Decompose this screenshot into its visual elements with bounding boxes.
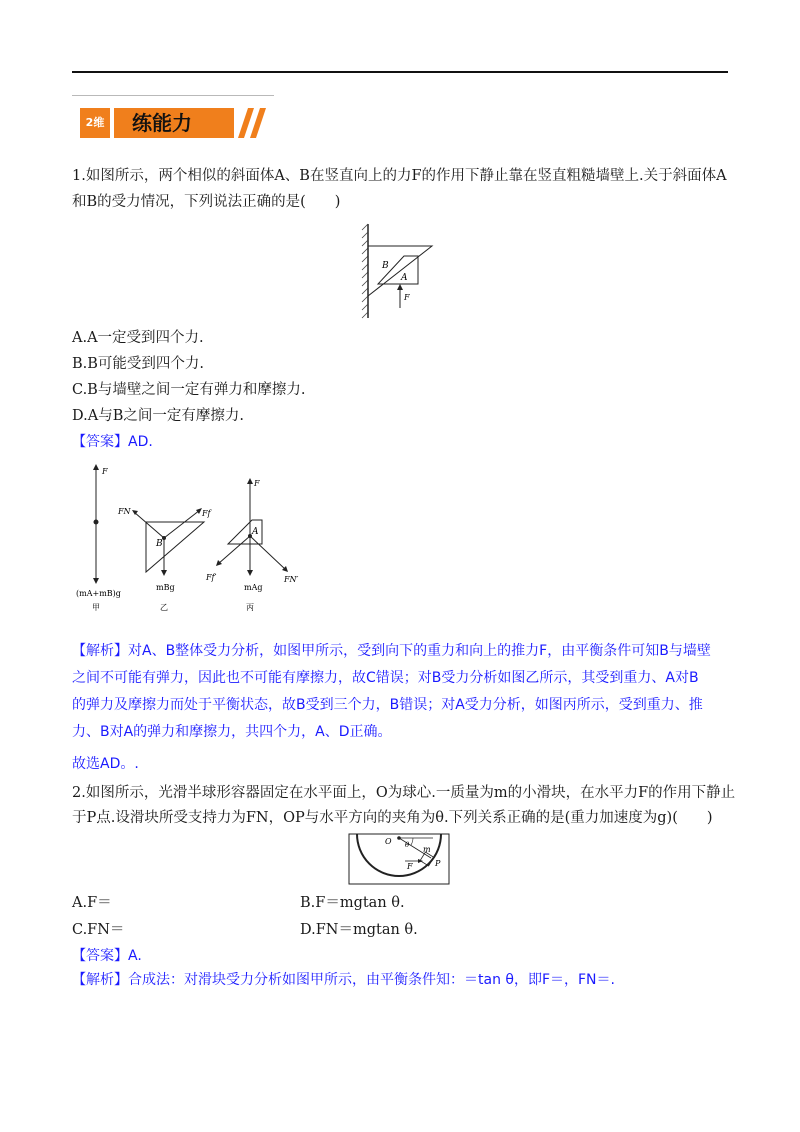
- jia-label-g: (mA+mB)g: [76, 589, 121, 598]
- q2-label-theta: θ: [405, 841, 410, 849]
- q1-analysis-text1: 对A、B整体受力分析，如图甲所示，受到向下的重力和向上的推力F，由平衡条件可知B与墙壁: [128, 643, 711, 659]
- q2-stem-line1: 2.如图所示，光滑半球形容器固定在水平面上，O为球心.一质量为m的小滑块，在水平力F的作用下静止: [72, 785, 736, 801]
- bing-label-f: F: [254, 479, 260, 488]
- q2-figure: [345, 830, 457, 886]
- q1-analysis-line2: 之间不可能有弹力，因此也不可能有摩擦力，故C错误；对B受力分析如图乙所示，其受到重力、A对B: [72, 670, 699, 686]
- q1-answer: [72, 432, 153, 452]
- q2-analysis: [72, 970, 615, 990]
- q1-analysis-line4: 力、B对A的弹力和摩擦力，共四个力，A、D正确。: [72, 724, 392, 740]
- yi-label-ff: Ff: [202, 509, 211, 518]
- banner-divider: [72, 95, 274, 96]
- bing-label-g: mAg: [244, 583, 263, 592]
- section-badge: 2维: [80, 108, 110, 138]
- q2-label-f: F: [407, 862, 413, 871]
- q1-answer-value: AD.: [128, 434, 153, 450]
- q1-label-b: B: [382, 261, 389, 271]
- q2-option-a: A.F＝: [72, 895, 112, 911]
- q1-stem-line1: 1.如图所示，两个相似的斜面体A、B在竖直向上的力F的作用下静止靠在竖直粗糙墙壁上.关于斜面体A: [72, 168, 727, 184]
- diagram-yi: [117, 507, 213, 612]
- q2-answer-value: A.: [128, 948, 142, 964]
- bing-label-fn: FN′: [284, 575, 299, 584]
- q1-option-d: D.A与B之间一定有摩擦力.: [72, 408, 244, 424]
- bing-label-ff: Ff′: [206, 573, 217, 582]
- q2-option-c: C.FN＝: [72, 922, 125, 938]
- q1-analysis-line3: 的弹力及摩擦力而处于平衡状态，故B受到三个力，B错误；对A受力分析，如图丙所示，受到重力、推: [72, 697, 703, 713]
- q2-option-d: D.FN＝mgtan θ.: [300, 922, 418, 938]
- q1-figure: [360, 222, 450, 322]
- q2-answer: [72, 946, 142, 966]
- yi-label-b: B: [156, 539, 163, 549]
- q2-answer-tag: 【答案】: [72, 948, 128, 964]
- jia-label-f: F: [102, 467, 108, 476]
- q1-option-b: B.B可能受到四个力.: [72, 356, 205, 372]
- q2-analysis-text: 合成法：对滑块受力分析如图甲所示，由平衡条件知：＝tan θ，即F＝，FN＝.: [128, 972, 615, 988]
- q1-label-f: F: [404, 293, 410, 302]
- q2-label-p: P: [435, 859, 441, 868]
- q1-analysis-tag: 【解析】: [72, 643, 128, 659]
- q2-label-m: m: [423, 845, 431, 854]
- q1-option-a: A.A一定受到四个力.: [72, 330, 204, 346]
- q1-stem-line2: 和B的受力情况，下列说法正确的是( ): [72, 194, 341, 210]
- bing-label-a: A: [252, 527, 259, 537]
- q1-option-c: C.B与墙壁之间一定有弹力和摩擦力.: [72, 382, 306, 398]
- yi-caption: 乙: [160, 603, 168, 612]
- bing-caption: 丙: [246, 603, 254, 612]
- stripes-icon: [230, 108, 270, 138]
- yi-label-fn: FN: [118, 507, 131, 516]
- q1-force-diagrams: [72, 460, 312, 620]
- q1-conclusion: 故选AD。.: [72, 756, 139, 772]
- q2-label-o: O: [385, 837, 392, 846]
- q2-option-b: B.F＝mgtan θ.: [300, 895, 405, 911]
- top-rule: [72, 71, 728, 73]
- q1-label-a: A: [401, 273, 408, 283]
- jia-caption: 甲: [92, 603, 100, 612]
- q1-answer-tag: 【答案】: [72, 434, 128, 450]
- diagram-bing: [205, 478, 299, 612]
- q1-analysis-line1: [72, 641, 711, 661]
- section-banner: [80, 104, 270, 146]
- yi-label-g: mBg: [156, 583, 175, 592]
- section-title: 练能力: [114, 108, 234, 138]
- diagram-jia: [76, 464, 121, 612]
- q2-analysis-tag: 【解析】: [72, 972, 128, 988]
- q2-stem-line2: 于P点.设滑块所受支持力为FN，OP与水平方向的夹角为θ.下列关系正确的是(重力加速度为g)( ): [72, 810, 713, 826]
